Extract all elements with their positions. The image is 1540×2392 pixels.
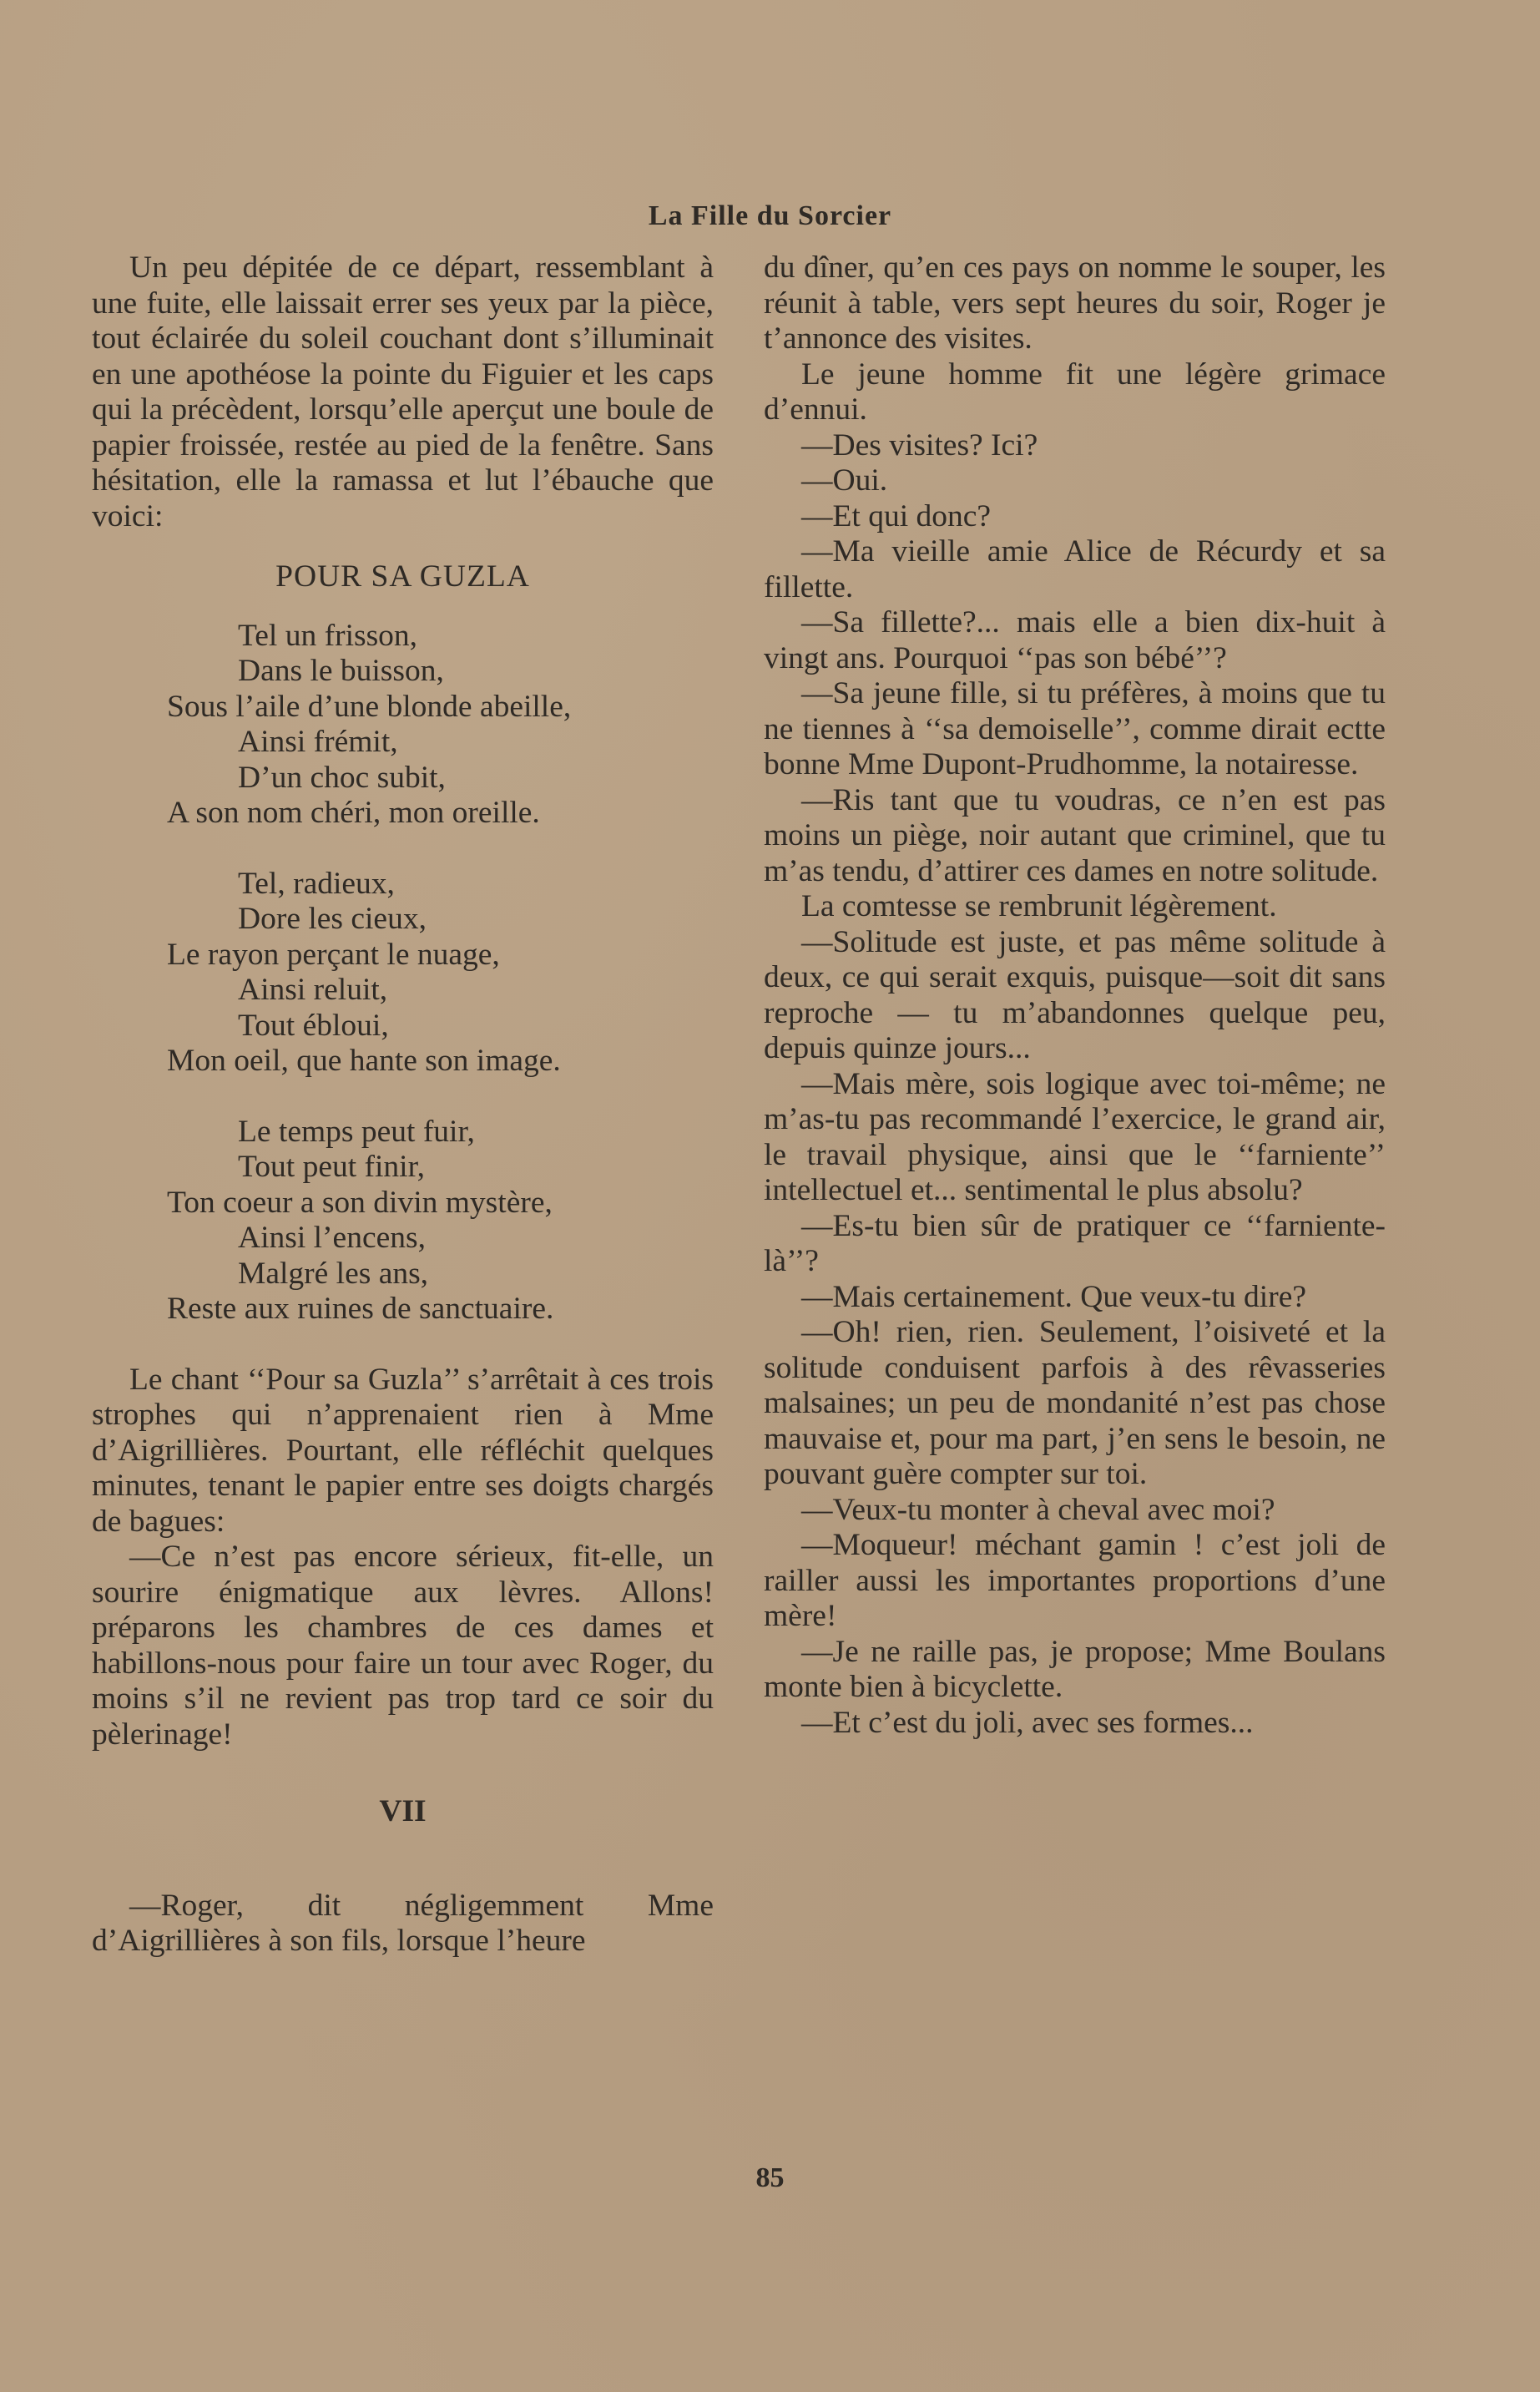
paragraph: —Ce n’est pas encore sérieux, fit-elle, un sourire énigmatique aux lèvres. Allons! préparons les chambres de ces dames et habillons-nous pour faire un tour avec Roger, du moins s’il ne revient pas trop tard ce soir du pèlerinage!: [92, 1540, 714, 1752]
paragraph: —Solitude est juste, et pas même solitude à deux, ce qui serait exquis, puisque—soit dit sans reproche — tu m’abandonnes quelque peu, depuis quinze jours...: [764, 924, 1386, 1065]
paragraph: —Et c’est du joli, avec ses formes...: [801, 1705, 1254, 1740]
paragraph: —Et qui donc?: [801, 498, 992, 534]
poem-line: Malgré les ans,: [238, 1256, 429, 1291]
paragraph: —Oh! rien, rien. Seulement, l’oisiveté et la solitude conduisent parfois à des rêvasseries malsaines; un peu de mondanité n’est pas chose mauvaise et, pour ma part, j’en sens le besoin, ne pouvant guère compter sur toi.: [764, 1315, 1386, 1491]
chapter-heading: VII: [379, 1794, 427, 1828]
right-column: [764, 250, 1386, 1741]
poem-line: Ton coeur a son divin mystère,: [167, 1185, 553, 1220]
poem-line: Sous l’aile d’une blonde abeille,: [167, 689, 572, 724]
poem-line: Reste aux ruines de sanctuaire.: [167, 1292, 554, 1326]
paragraph: —Sa fillette?... mais elle a bien dix-huit à vingt ans. Pourquoi ‘‘pas son bébé’’?: [764, 605, 1386, 675]
poem-line: Le rayon perçant le nuage,: [167, 937, 500, 972]
paragraph: —Es-tu bien sûr de pratiquer ce ‘‘farniente-là’’?: [764, 1208, 1386, 1278]
paragraph: Un peu dépitée de ce départ, ressemblant à une fuite, elle laissait errer ses yeux par la pièce, tout éclairée du soleil couchant dont s’illuminait en une apothéose la pointe du Figuier et les caps qui la précèdent, lorsqu’elle aperçut une boule de papier froissée, restée au pied de la fenêtre. Sans hésitation, elle la ramassa et lut l’ébauche que voici:: [92, 250, 714, 534]
poem-stanza: [92, 867, 714, 1080]
poem-line: Tout peut finir,: [238, 1150, 425, 1184]
poem-line: Ainsi frémit,: [238, 725, 398, 759]
poem-line: A son nom chéri, mon oreille.: [167, 796, 540, 830]
poem-line: Dans le buisson,: [238, 654, 444, 688]
poem-line: Dore les cieux,: [238, 902, 427, 936]
poem-stanza: [92, 1115, 714, 1327]
paragraph: —Roger, dit négligemment Mme d’Aigrillières à son fils, lorsque l’heure: [92, 1888, 714, 1958]
poem-line: Mon oeil, que hante son image.: [167, 1044, 561, 1078]
paragraph: —Je ne raille pas, je propose; Mme Boulans monte bien à bicyclette.: [764, 1634, 1386, 1704]
paragraph: —Moqueur! méchant gamin ! c’est joli de railler aussi les importantes proportions d’une mère!: [764, 1528, 1386, 1633]
poem-stanza: [92, 619, 714, 832]
poem-title: POUR SA GUZLA: [275, 559, 530, 594]
poem-line: D’un choc subit,: [238, 760, 446, 795]
paragraph: —Oui.: [801, 463, 888, 498]
paragraph: du dîner, qu’en ces pays on nomme le souper, les réunit à table, vers sept heures du soir, Roger je t’annonce des visites.: [764, 250, 1386, 356]
paragraph: —Ma vieille amie Alice de Récurdy et sa fillette.: [764, 534, 1386, 604]
running-title: La Fille du Sorcier: [648, 200, 892, 231]
poem-line: Tel, radieux,: [238, 866, 395, 901]
paragraph: —Veux-tu monter à cheval avec moi?: [801, 1492, 1275, 1527]
page-number: 85: [755, 2162, 785, 2193]
poem-line: Tout ébloui,: [238, 1008, 389, 1043]
paragraph: —Mais certainement. Que veux-tu dire?: [801, 1279, 1306, 1314]
poem-line: Ainsi reluit,: [238, 973, 388, 1007]
poem-line: Le temps peut fuir,: [238, 1114, 475, 1149]
paragraph: —Sa jeune fille, si tu préfères, à moins que tu ne tiennes à ‘‘sa demoiselle’’, comme dirait ectte bonne Mme Dupont-Prudhomme, la notairesse.: [764, 676, 1386, 781]
paragraph: Le chant ‘‘Pour sa Guzla’’ s’arrêtait à ces trois strophes qui n’apprenaient rien à Mme d’Aigrillières. Pourtant, elle réfléchit quelques minutes, tenant le papier entre ses doigts chargés de bagues:: [92, 1362, 714, 1539]
paragraph: La comtesse se rembrunit légèrement.: [801, 889, 1277, 923]
paragraph: —Des visites? Ici?: [801, 427, 1038, 463]
paragraph: —Mais mère, sois logique avec toi-même; ne m’as-tu pas recommandé l’exercice, le grand air, le travail physique, ainsi que le ‘‘farniente’’ intellectuel et... sentimental le plus absolu?: [764, 1066, 1386, 1207]
paragraph: Le jeune homme fit une légère grimace d’ennui.: [764, 357, 1386, 427]
poem-line: Tel un frisson,: [238, 618, 418, 653]
poem-line: Ainsi l’encens,: [238, 1221, 426, 1255]
left-column: [92, 250, 714, 1960]
paragraph: —Ris tant que tu voudras, ce n’en est pas moins un piège, noir autant que criminel, que tu m’as tendu, d’attirer ces dames en notre solitude.: [764, 782, 1386, 888]
